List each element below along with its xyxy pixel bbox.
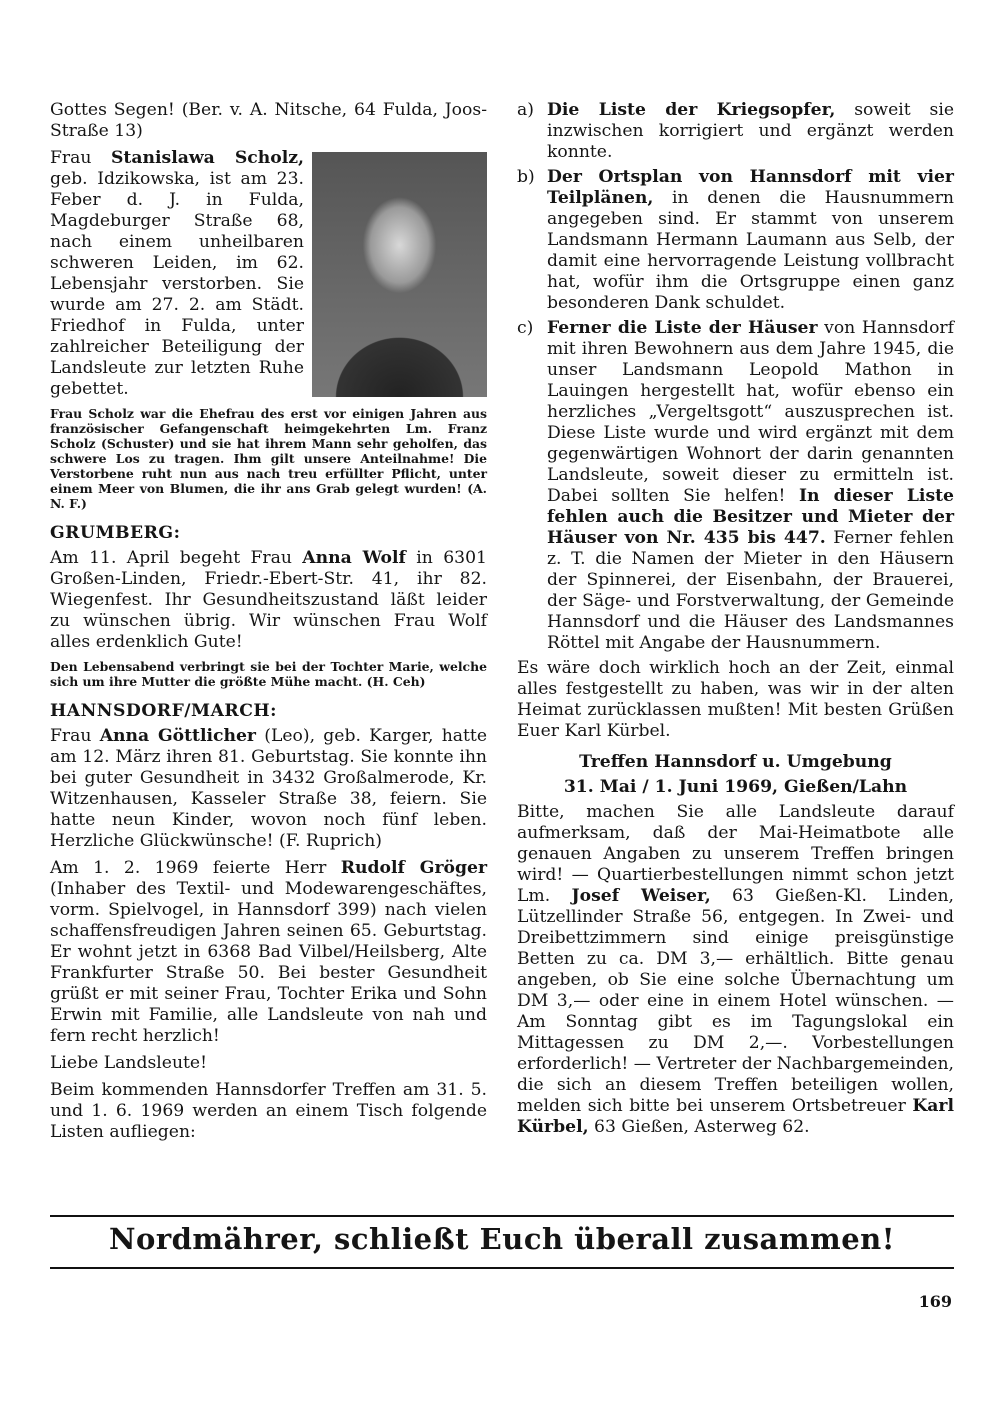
portrait-photo (312, 152, 487, 397)
bold-text: Anna Göttlicher (99, 726, 256, 746)
list-item (517, 167, 954, 314)
bold-text: In dieser Liste fehlen auch die Besitzer und Mieter der Häuser von Nr. 435 bis 447. (547, 486, 954, 548)
text: Treffen Hannsdorf u. Umgebung (579, 752, 892, 772)
bold-text: Stanislawa Scholz, (111, 148, 304, 168)
text: Es wäre doch wirklich hoch an der Zeit, einmal alles festgestellt zu haben, was wir in der alten Heimat zurücklassen mußten! Mit besten Grüßen Euer Karl Kürbel. (517, 658, 954, 741)
paragraph (50, 1080, 487, 1143)
bold-text: Rudolf Gröger (340, 858, 488, 878)
text: Bitte, machen Sie alle Landsleute darauf aufmerksam, daß der Mai-Heimatbote alle genauen Angaben zu unserem Treffen bringen wird! — Quartierbestellungen nimmt schon jetzt Lm. (517, 802, 954, 906)
list-marker: b) (517, 167, 535, 187)
text: von Hannsdorf mit ihren Bewohnern aus dem Jahre 1945, die unser Landsmann Leopold Mathon in Lauingen hergestellt hat, wofür ebenso ein herzliches „Vergeltsgott“ auszusprechen ist. Diese Liste wurde und wird ergänzt mit dem gegenwärtigen Wohnort der darin genannten Landsleute, soweit dieser zu ermitteln ist. Dabei sollten Sie helfen! (547, 318, 954, 506)
text: Frau Scholz war die Ehefrau des erst vor einigen Jahren aus französischer Gefangenschaft heimgekehrten Lm. Franz Scholz (Schuster) und sie hat ihrem Mann sehr geholfen, das schwere Los zu tragen. Ihm gilt unsere Anteilnahme! Die Verstorbene ruht nun aus nach treu erfüllter Pflicht, unter einem Meer von Blumen, die ihr ans Grab gelegt wurden! (A. N. F.) (50, 406, 487, 511)
paragraph (50, 726, 487, 852)
right-column (517, 100, 954, 1144)
bold-text: Anna Wolf (302, 548, 406, 568)
text: 63 Gießen-Kl. Linden, Lützellinder Straße 56, entgegen. In Zwei- und Dreibettzimmern sind einige preisgünstige Betten zu ca. DM 3,— erhältlich. Bitte genau angeben, ob Sie eine solche Übernachtung um DM 3,— oder eine in einem Hotel wünschen. — Am Sonntag gibt es im Tagungslokal ein Mittagessen zu DM 2,—. Vorbestellungen erforderlich! — Vertreter der Nachbargemeinden, die sich an diesem Treffen beteiligen wollen, melden sich bitte bei unserem Ortsbetreuer (517, 886, 954, 1116)
paragraph (50, 548, 487, 653)
text: Den Lebensabend verbringt sie bei der Tochter Marie, welche sich um ihre Mutter die größte Mühe macht. (H. Ceh) (50, 659, 487, 689)
bold-text: Die Liste der Kriegsopfer, (547, 100, 836, 120)
text: Frau (50, 726, 100, 746)
left-column (50, 100, 487, 1149)
page-number: 169 (918, 1292, 952, 1311)
section-heading (50, 701, 487, 722)
list-item (517, 100, 954, 163)
list-marker: a) (517, 100, 534, 120)
text: Beim kommenden Hannsdorfer Treffen am 31. 5. und 1. 6. 1969 werden an einem Tisch folgende Listen aufliegen: (50, 1080, 487, 1142)
text: in 6301 Großen-Linden, Friedr.-Ebert-Str. 41, ihr 82. Wiegenfest. Ihr Gesundheitszustand läßt leider zu wünschen übrig. Wir wünschen Frau Wolf alles erdenklich Gute! (50, 548, 487, 652)
text: soweit sie inzwischen korrigiert und ergänzt werden konnte. (547, 100, 954, 162)
text: 63 Gießen, Asterweg 62. (588, 1117, 810, 1137)
text: Am 1. 2. 1969 feierte Herr (50, 858, 341, 878)
text: (Leo), geb. Karger, hatte am 12. März ihren 81. Geburtstag. Sie konnte ihn bei guter Gesundheit in 3432 Großalmerode, Kr. Witzenhausen, Kasseler Straße 38, feiern. Sie hatte neun Kinder, wovon noch fünf leben. Herzliche Glückwünsche! (F. Ruprich) (50, 726, 487, 851)
list-marker: c) (517, 318, 534, 338)
text: GRUMBERG: (50, 523, 181, 543)
paragraph (517, 658, 954, 742)
text: Liebe Landsleute! (50, 1053, 207, 1073)
text: (Inhaber des Textil- und Modewarengeschäftes, vorm. Spielvogel, in Hannsdorf 399) nach vielen schaffensfreudigen Jahren seinen 65. Geburtstag. Er wohnt jetzt in 6368 Bad Vilbel/Heilsberg, Alte Frankfurter Straße 50. Bei bester Gesundheit grüßt er mit seiner Frau, Tochter Erika und Sohn Erwin mit Familie, alle Landsleute von nah und fern recht herzlich! (50, 879, 487, 1046)
text: Gottes Segen! (Ber. v. A. Nitsche, 64 Fulda, Joos-Straße 13) (50, 100, 487, 141)
text: HANNSDORF/MARCH: (50, 701, 277, 721)
text: Am 11. April begeht Frau (50, 548, 303, 568)
paragraph (50, 148, 487, 400)
paragraph (50, 858, 487, 1047)
event-heading (517, 777, 954, 798)
event-heading (517, 752, 954, 773)
section-heading (50, 523, 487, 544)
text: geb. Idzikowska, ist am 23. Feber d. J. in Fulda, Magdeburger Straße 68, nach einem unheilbaren schweren Leiden, im 62. Lebensjahr verstorben. Sie wurde am 27. 2. am Städt. Friedhof in Fulda, unter zahlreicher Beteiligung der Landsleute zur letzten Ruhe gebettet. (50, 169, 304, 399)
text: Frau (50, 148, 112, 168)
divider-top (50, 1215, 954, 1217)
text: in denen die Hausnummern angegeben sind. Er stammt von unserem Landsmann Hermann Laumann aus Selb, der damit eine hervorragende Leistung vollbracht hat, wofür ihm die Ortsgruppe einen ganz besonderen Dank schuldet. (547, 188, 954, 313)
text: 31. Mai / 1. Juni 1969, Gießen/Lahn (563, 777, 908, 797)
list-item (517, 318, 954, 654)
paragraph (517, 802, 954, 1138)
paragraph (50, 1053, 487, 1074)
divider-bottom (50, 1267, 954, 1269)
bold-text: Josef Weiser, (571, 886, 711, 906)
bold-text: Ferner die Liste der Häuser (547, 318, 818, 338)
paragraph (50, 100, 487, 142)
bold-text: Der Ortsplan von Hannsdorf mit vier Teilplänen, (547, 167, 954, 208)
bold-text: Karl Kürbel, (517, 1096, 954, 1137)
small-print-note (50, 406, 487, 511)
small-print-note (50, 659, 487, 689)
slogan-banner: Nordmährer, schließt Euch überall zusammen! (109, 1222, 895, 1256)
text: Ferner fehlen z. T. die Namen der Mieter in den Häusern der Spinnerei, der Eisenbahn, der Brauerei, der Säge- und Forstverwaltung, der Gemeinde Hannsdorf und die Häuser des Landsmannes Röttel mit Angabe der Hausnummern. (547, 528, 954, 653)
